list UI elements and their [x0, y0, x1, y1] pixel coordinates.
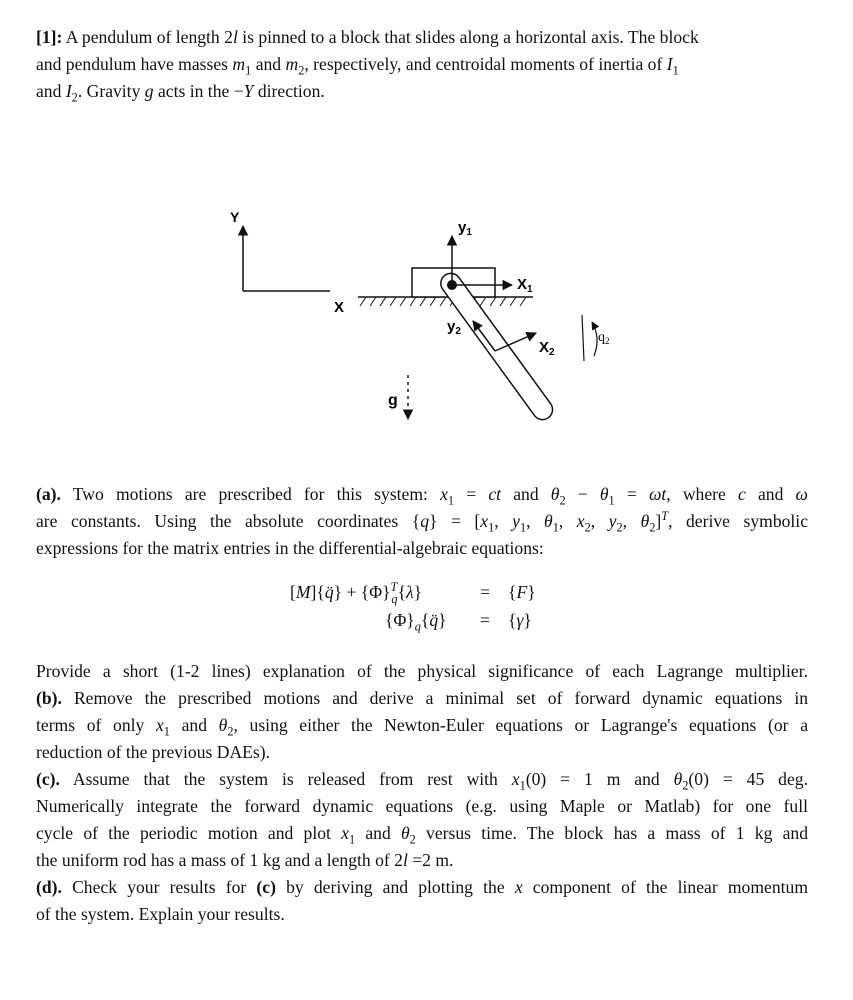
- ground-rail: [358, 297, 533, 306]
- rest-line-6: Numerically integrate the forward dynamic equations (e.g. using Maple or Matlab) for one full: [36, 796, 808, 816]
- equation-1: [290, 580, 423, 606]
- rest-line-1: Provide a short (1-2 lines) explanation of the physical significance of each Lagrange multiplier.: [36, 661, 808, 681]
- rest-line-9: (d). Check your results for (c) by deriving and plotting the x component of the linear momentum: [36, 877, 809, 897]
- problem-label: [1]:: [36, 27, 63, 47]
- part-a: [36, 481, 808, 562]
- equation-2-lhs: $\{\Phi\}_q\{q̈\}$: [385, 610, 447, 634]
- part-a-label: (a).: [36, 484, 61, 504]
- pendulum-diagram: [0, 200, 853, 450]
- label-g: g: [388, 392, 398, 409]
- problem-line-3: and $I_2$. Gravity g acts in the −Y direction.: [36, 81, 325, 105]
- rest-line-8: the uniform rod has a mass of 1 kg and a length of 2l =2 m.: [36, 850, 454, 870]
- rest-line-2: (b). Remove the prescribed motions and derive a minimal set of forward dynamic equations in: [36, 688, 808, 708]
- label-q2: $q_2$: [598, 330, 610, 346]
- equation-1-lhs: [M]{q̈} + $\{\Phi\}^T_q\{\lambda\}$: [290, 580, 423, 606]
- label-X: X: [334, 299, 345, 316]
- part-a-line-3: expressions for the matrix entries in the differential-algebraic equations:: [36, 538, 544, 558]
- equation-1-rel: =: [480, 582, 490, 602]
- equation-2-rel: =: [480, 610, 490, 630]
- rest-line-7: cycle of the periodic motion and plot $x_1$ and $\theta_2$ versus time. The block has a mass of 1 kg and: [36, 823, 809, 847]
- pin-joint: [447, 280, 457, 290]
- label-x2: $X_2$: [539, 339, 555, 358]
- label-x1: $X_1$: [517, 276, 533, 295]
- global-axes: [230, 209, 344, 316]
- angle-arc: [592, 322, 597, 356]
- label-y1: $y_1$: [458, 219, 472, 238]
- parts-b-c-d: [36, 658, 808, 928]
- problem-line-1: [1]: A pendulum of length 2l is pinned to a block that slides along a horizontal axis. The block: [36, 27, 699, 47]
- equation-2: [385, 610, 447, 634]
- angle-reference-line: [582, 315, 584, 361]
- problem-line-2: and pendulum have masses $m_1$ and $m_2$, respectively, and centroidal moments of inertia of $I_1$: [36, 54, 679, 78]
- label-Y: Y: [230, 209, 240, 225]
- rest-line-10: of the system. Explain your results.: [36, 904, 285, 924]
- rest-line-3: terms of only $x_1$ and $\theta_2$, using either the Newton-Euler equations or Lagrange's equations (or a: [36, 715, 809, 739]
- rest-line-4: reduction of the previous DAEs).: [36, 742, 271, 762]
- part-a-line-1: (a). Two motions are prescribed for this system: $x_1$ = ct and $\theta_2 - \theta_1 = \omega t$, where c and ω: [36, 484, 808, 508]
- equation-1-rhs: {F}: [508, 582, 536, 602]
- part-a-line-2: are constants. Using the absolute coordinates $\{q\} = [x_1$, $y_1$, $\theta_1$, $x_2$, $y_2$, $\theta_2]^T$, derive symbolic: [36, 509, 809, 535]
- problem-statement: [36, 24, 808, 105]
- equation-2-rhs: {γ}: [508, 610, 532, 630]
- rest-line-5: (c). Assume that the system is released from rest with $x_1(0) = 1$ m and $\theta_2(0) = 45$ deg.: [36, 769, 808, 793]
- label-y2: $y_2$: [447, 318, 461, 337]
